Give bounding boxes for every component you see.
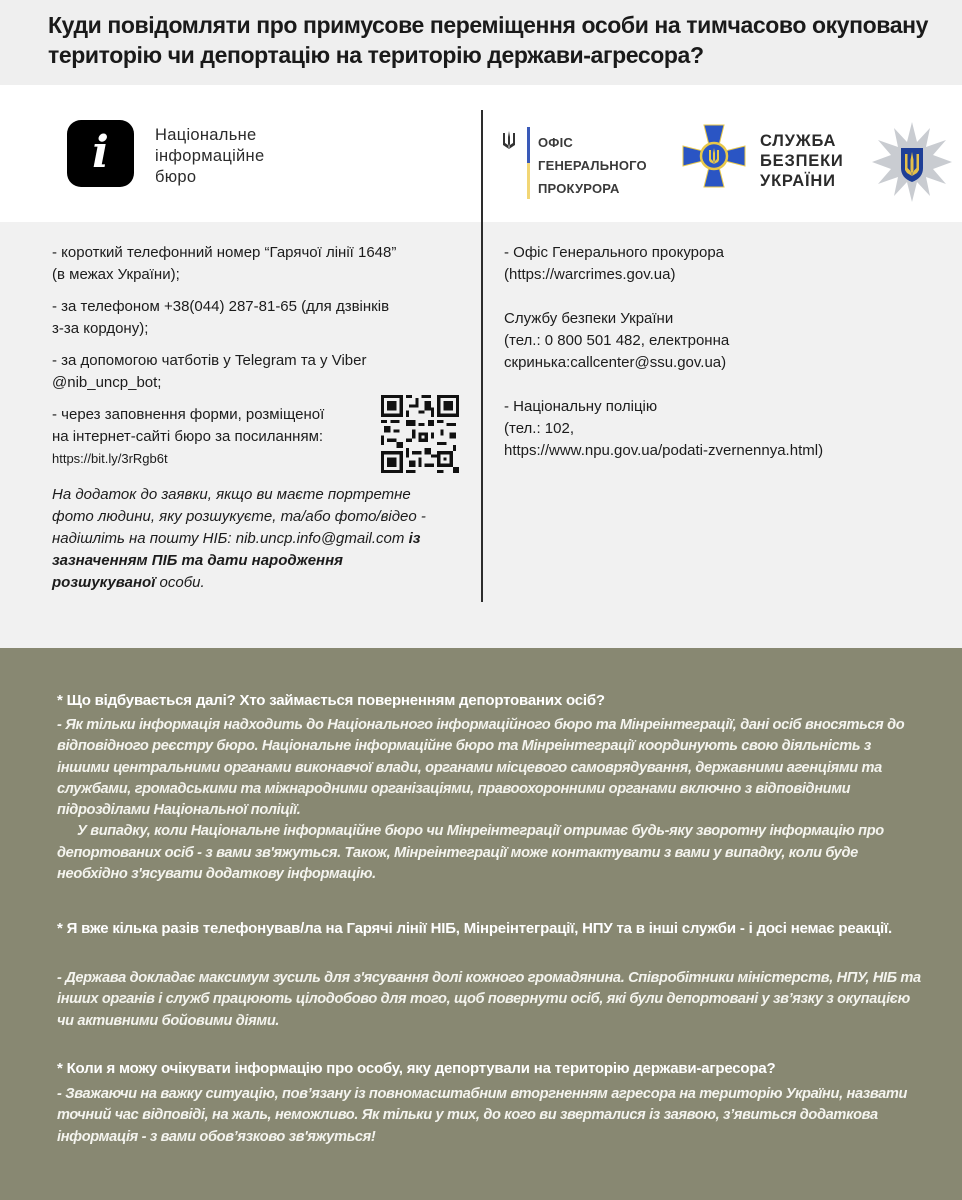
ssu-logo-text bbox=[760, 131, 844, 191]
faq-question: * Коли я можу очікувати інформацію про особу, яку депортували на територію держави-агресора? bbox=[57, 1060, 776, 1077]
agency-email[interactable]: скринька:callcenter@ssu.gov.ua) bbox=[504, 354, 727, 371]
faq-answer-paragraph: - Держава докладає максимум зусиль для з'ясування долі кожного громадянина. Співробітники міністерств, НПУ, НІБ та інших органів і служб працюють цілодобово для того, щоб повернути осіб, які були депортовані у зв’язку з окупацією чи активними бойовими діями. bbox=[57, 970, 921, 1029]
ogp-name-line: ОФІС bbox=[538, 135, 574, 150]
column-divider bbox=[481, 110, 483, 602]
faq-answer-paragraph: - Як тільки інформація надходить до Національного інформаційного бюро та Мінреінтеграції, дані осіб вносяться до відповідного реєстру бюро. Національне інформаційне бюро та Мінреінтеграції координують свою діяльність з іншими центральними органами виконавчої влади, органами місцевого самоврядування, державними агенціями та службами, громадськими та міжнародними організаціями, правоохоронними органами включно з відповідними підрозділами Національної поліції. bbox=[57, 717, 905, 819]
ogp-name-line: ГЕНЕРАЛЬНОГО bbox=[538, 158, 647, 173]
contact-line: - за телефоном +38(044) 287-81-65 (для дзвінків bbox=[52, 298, 390, 315]
faq-answer bbox=[57, 715, 927, 885]
faq-answer bbox=[57, 1084, 927, 1148]
ssu-name-line: БЕЗПЕКИ bbox=[760, 152, 844, 170]
photo-submission-note bbox=[52, 484, 442, 594]
faq-question: * Я вже кілька разів телефонував/ла на Гарячі лінії НІБ, Мінреінтеграції, НПУ та в інші служби - і досі немає реакції. bbox=[57, 920, 892, 937]
contact-line: - короткий телефонний номер “Гарячої лінії 1648” bbox=[52, 244, 397, 261]
faq-section bbox=[0, 648, 962, 1200]
nib-name-line: Національне bbox=[155, 126, 257, 144]
contact-national-police bbox=[504, 396, 924, 462]
contact-hotline bbox=[52, 242, 452, 286]
ssu-name-line: УКРАЇНИ bbox=[760, 172, 836, 190]
trident-icon bbox=[502, 131, 516, 151]
contact-line: (в межах України); bbox=[52, 266, 180, 283]
contact-chatbots bbox=[52, 350, 452, 394]
contact-line: на інтернет-сайті бюро за посиланням: bbox=[52, 428, 324, 445]
agency-link[interactable]: (https://warcrimes.gov.ua) bbox=[504, 266, 676, 283]
agency-name: - Національну поліцію bbox=[504, 398, 658, 415]
header-banner bbox=[0, 0, 962, 85]
qr-code-icon[interactable] bbox=[381, 395, 459, 473]
agency-link[interactable]: https://www.npu.gov.ua/podati-zvernennya.html) bbox=[504, 442, 824, 459]
faq-answer-paragraph: - Зважаючи на важку ситуацію, пов’язану із повномасштабним вторгненням агресора на територію України, назвати точний час відповіді, на жаль, неможливо. Як тільки у тих, до кого ви зверталися із заявою, з’явиться додаткова інформація - з вами обов’язково зв'яжуться! bbox=[57, 1086, 908, 1145]
faq-question: * Що відбувається далі? Хто займається поверненням депортованих осіб? bbox=[57, 692, 605, 709]
agency-phone: (тел.: 102, bbox=[504, 420, 574, 437]
contact-ssu bbox=[504, 308, 924, 374]
police-star-emblem-icon bbox=[870, 120, 954, 204]
agency-contact-list bbox=[504, 242, 924, 484]
note-text: На додаток до заявки, якщо ви маєте портретне фото людини, яку розшукуєте, та/або фото/відео - надішліть на пошту НІБ: nib.uncp.info@gmail.com bbox=[52, 486, 426, 547]
contact-web-form bbox=[52, 404, 382, 470]
faq-answer bbox=[57, 968, 927, 1032]
ssu-name-line: СЛУЖБА bbox=[760, 132, 837, 150]
contact-line: з-за кордону); bbox=[52, 320, 149, 337]
note-tail: особи. bbox=[155, 574, 205, 591]
chatbot-handle[interactable]: @nib_uncp_bot; bbox=[52, 374, 162, 391]
ogp-name-line: ПРОКУРОРА bbox=[538, 181, 620, 196]
web-form-link[interactable]: https://bit.ly/3rRgb6t bbox=[52, 451, 168, 466]
info-i-icon bbox=[67, 120, 134, 187]
agency-phone: (тел.: 0 800 501 482, електронна bbox=[504, 332, 730, 349]
ssu-cross-emblem-icon bbox=[681, 123, 747, 189]
contact-phone-abroad bbox=[52, 296, 452, 340]
page-title: Куди повідомляти про примусове переміщення особи на тимчасово окуповану територію чи депортацію на територію держави-агресора? bbox=[48, 12, 928, 68]
nib-name-line: інформаційне bbox=[155, 147, 265, 165]
ogp-flag-bar bbox=[527, 127, 530, 199]
note-emphasis: із зазначенням ПІБ та дати народження розшукуваної bbox=[52, 530, 421, 591]
nib-name-line: бюро bbox=[155, 168, 197, 186]
agency-name: Службу безпеки України bbox=[504, 310, 674, 327]
nib-logo-text bbox=[155, 125, 264, 188]
agency-name: - Офіс Генерального прокурора bbox=[504, 244, 725, 261]
contact-line: - за допомогою чатботів у Telegram та у Viber bbox=[52, 352, 367, 369]
nib-logo-glyph: i bbox=[92, 127, 109, 178]
faq-answer-paragraph: У випадку, коли Національне інформаційне бюро чи Мінреінтеграції отримає будь-яку зворотну інформацію про депортованих осіб - з вами зв'яжуться. Також, Мінреінтеграції може контактувати з вами у випадку, коли буде необхідно з'ясувати додаткову інформацію. bbox=[57, 823, 884, 883]
contact-prosecutor-office bbox=[504, 242, 924, 286]
ogp-logo-text bbox=[538, 131, 647, 200]
contact-line: - через заповнення форми, розміщеної bbox=[52, 406, 325, 423]
